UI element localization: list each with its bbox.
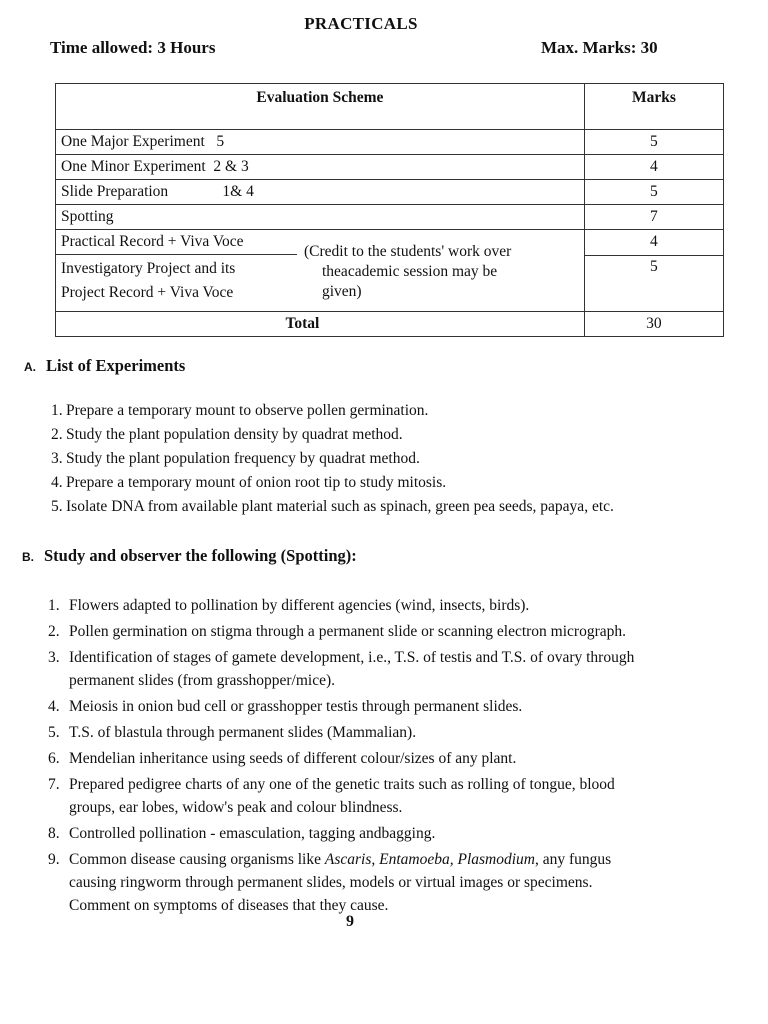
item-number: 4. [48, 698, 60, 715]
item-text: Study the plant population density by quadrat method. [66, 426, 403, 443]
section-title: Study and observer the following (Spotting): [44, 546, 357, 565]
table-total-row [56, 312, 724, 337]
row-marks: 7 [584, 205, 723, 230]
total-marks: 30 [584, 312, 723, 337]
row-label: Practical Record + Viva Voce [56, 230, 297, 255]
list-item [48, 773, 759, 819]
credit-line: theacademic session may be [322, 263, 498, 280]
list-item [48, 695, 759, 718]
item-text: permanent slides (from grasshopper/mice). [69, 672, 335, 689]
row-marks: 5 [584, 130, 723, 155]
list-item [51, 498, 614, 522]
section-title: List of Experiments [46, 356, 186, 375]
table-header-row [56, 84, 724, 130]
row-label: One Minor Experiment 2 & 3 [56, 155, 585, 180]
row-label-line: Investigatory Project and its [61, 260, 236, 277]
item-text: groups, ear lobes, widow's peak and colour blindness. [69, 799, 403, 816]
list-item [48, 747, 759, 770]
item-text: Mendelian inheritance using seeds of different colour/sizes of any plant. [69, 750, 517, 767]
row-marks: 4 [584, 155, 723, 180]
total-label: Total [56, 312, 585, 337]
item-text: Controlled pollination - emasculation, tagging andbagging. [69, 825, 436, 842]
row-marks: 4 [584, 230, 723, 256]
item-text: Meiosis in onion bud cell or grasshopper testis through permanent slides. [69, 698, 523, 715]
item-number: 2. [51, 426, 63, 443]
item-text: causing ringworm through permanent slides, models or virtual images or specimens. [69, 874, 593, 891]
time-allowed: Time allowed: 3 Hours [50, 38, 216, 57]
section-b-heading [22, 546, 357, 566]
experiment-list [51, 402, 614, 522]
list-item [51, 450, 614, 474]
list-item [48, 721, 759, 744]
item-text: Common disease causing organisms like [69, 851, 325, 868]
spotting-list [48, 594, 759, 917]
row-label: Spotting [56, 205, 585, 230]
item-text: Isolate DNA from available plant material such as spinach, green pea seeds, papaya, etc. [66, 498, 614, 515]
item-text: Prepare a temporary mount to observe pollen germination. [66, 402, 429, 419]
col-header-scheme: Evaluation Scheme [56, 84, 585, 130]
item-number: 8. [48, 825, 60, 842]
table-row [56, 155, 724, 180]
item-text-italic: Ascaris, Entamoeba, Plasmodium [324, 851, 535, 868]
item-text: Flowers adapted to pollination by different agencies (wind, insects, birds). [69, 597, 530, 614]
item-number: 3. [48, 649, 60, 666]
credit-line: given) [322, 283, 362, 300]
item-number: 6. [48, 750, 60, 767]
item-text: Comment on symptoms of diseases that they cause. [69, 897, 389, 914]
page-number: 9 [346, 913, 354, 930]
list-item [51, 426, 614, 450]
item-number: 9. [48, 851, 60, 868]
item-text: Pollen germination on stigma through a permanent slide or scanning electron micrograph. [69, 623, 626, 640]
item-text: Identification of stages of gamete development, i.e., T.S. of testis and T.S. of ovary through [69, 649, 635, 666]
table-row [56, 130, 724, 155]
item-number: 4. [51, 474, 63, 491]
list-item [48, 822, 759, 845]
credit-note [304, 242, 544, 302]
row-marks: 5 [584, 180, 723, 205]
max-marks: Max. Marks: 30 [541, 38, 658, 57]
item-number: 2. [48, 623, 60, 640]
item-text: Prepared pedigree charts of any one of the genetic traits such as rolling of tongue, blood [69, 776, 615, 793]
row-marks: 5 [584, 255, 723, 312]
list-item [48, 594, 759, 617]
item-text: Prepare a temporary mount of onion root tip to study mitosis. [66, 474, 447, 491]
item-number: 5. [48, 724, 60, 741]
list-item [48, 620, 759, 643]
table-row [56, 205, 724, 230]
item-number: 1. [51, 402, 63, 419]
item-number: 5. [51, 498, 63, 515]
row-label: One Major Experiment 5 [56, 130, 585, 155]
item-text: T.S. of blastula through permanent slides (Mammalian). [69, 724, 417, 741]
item-text: , any fungus [534, 851, 612, 868]
list-item [48, 646, 759, 692]
list-item [51, 474, 614, 498]
list-item [48, 848, 759, 917]
table-row [56, 180, 724, 205]
item-number: 7. [48, 776, 60, 793]
row-label: Slide Preparation 1& 4 [56, 180, 585, 205]
list-item [51, 402, 614, 426]
item-text: Study the plant population frequency by quadrat method. [66, 450, 420, 467]
item-number: 3. [51, 450, 63, 467]
col-header-marks: Marks [584, 84, 723, 130]
section-a-heading [24, 356, 185, 376]
credit-line: (Credit to the students' work over [304, 243, 512, 260]
row-label-line: Project Record + Viva Voce [61, 284, 234, 301]
section-letter: A. [24, 360, 36, 374]
item-number: 1. [48, 597, 60, 614]
page-title: PRACTICALS [304, 14, 418, 33]
section-letter: B. [22, 550, 34, 564]
